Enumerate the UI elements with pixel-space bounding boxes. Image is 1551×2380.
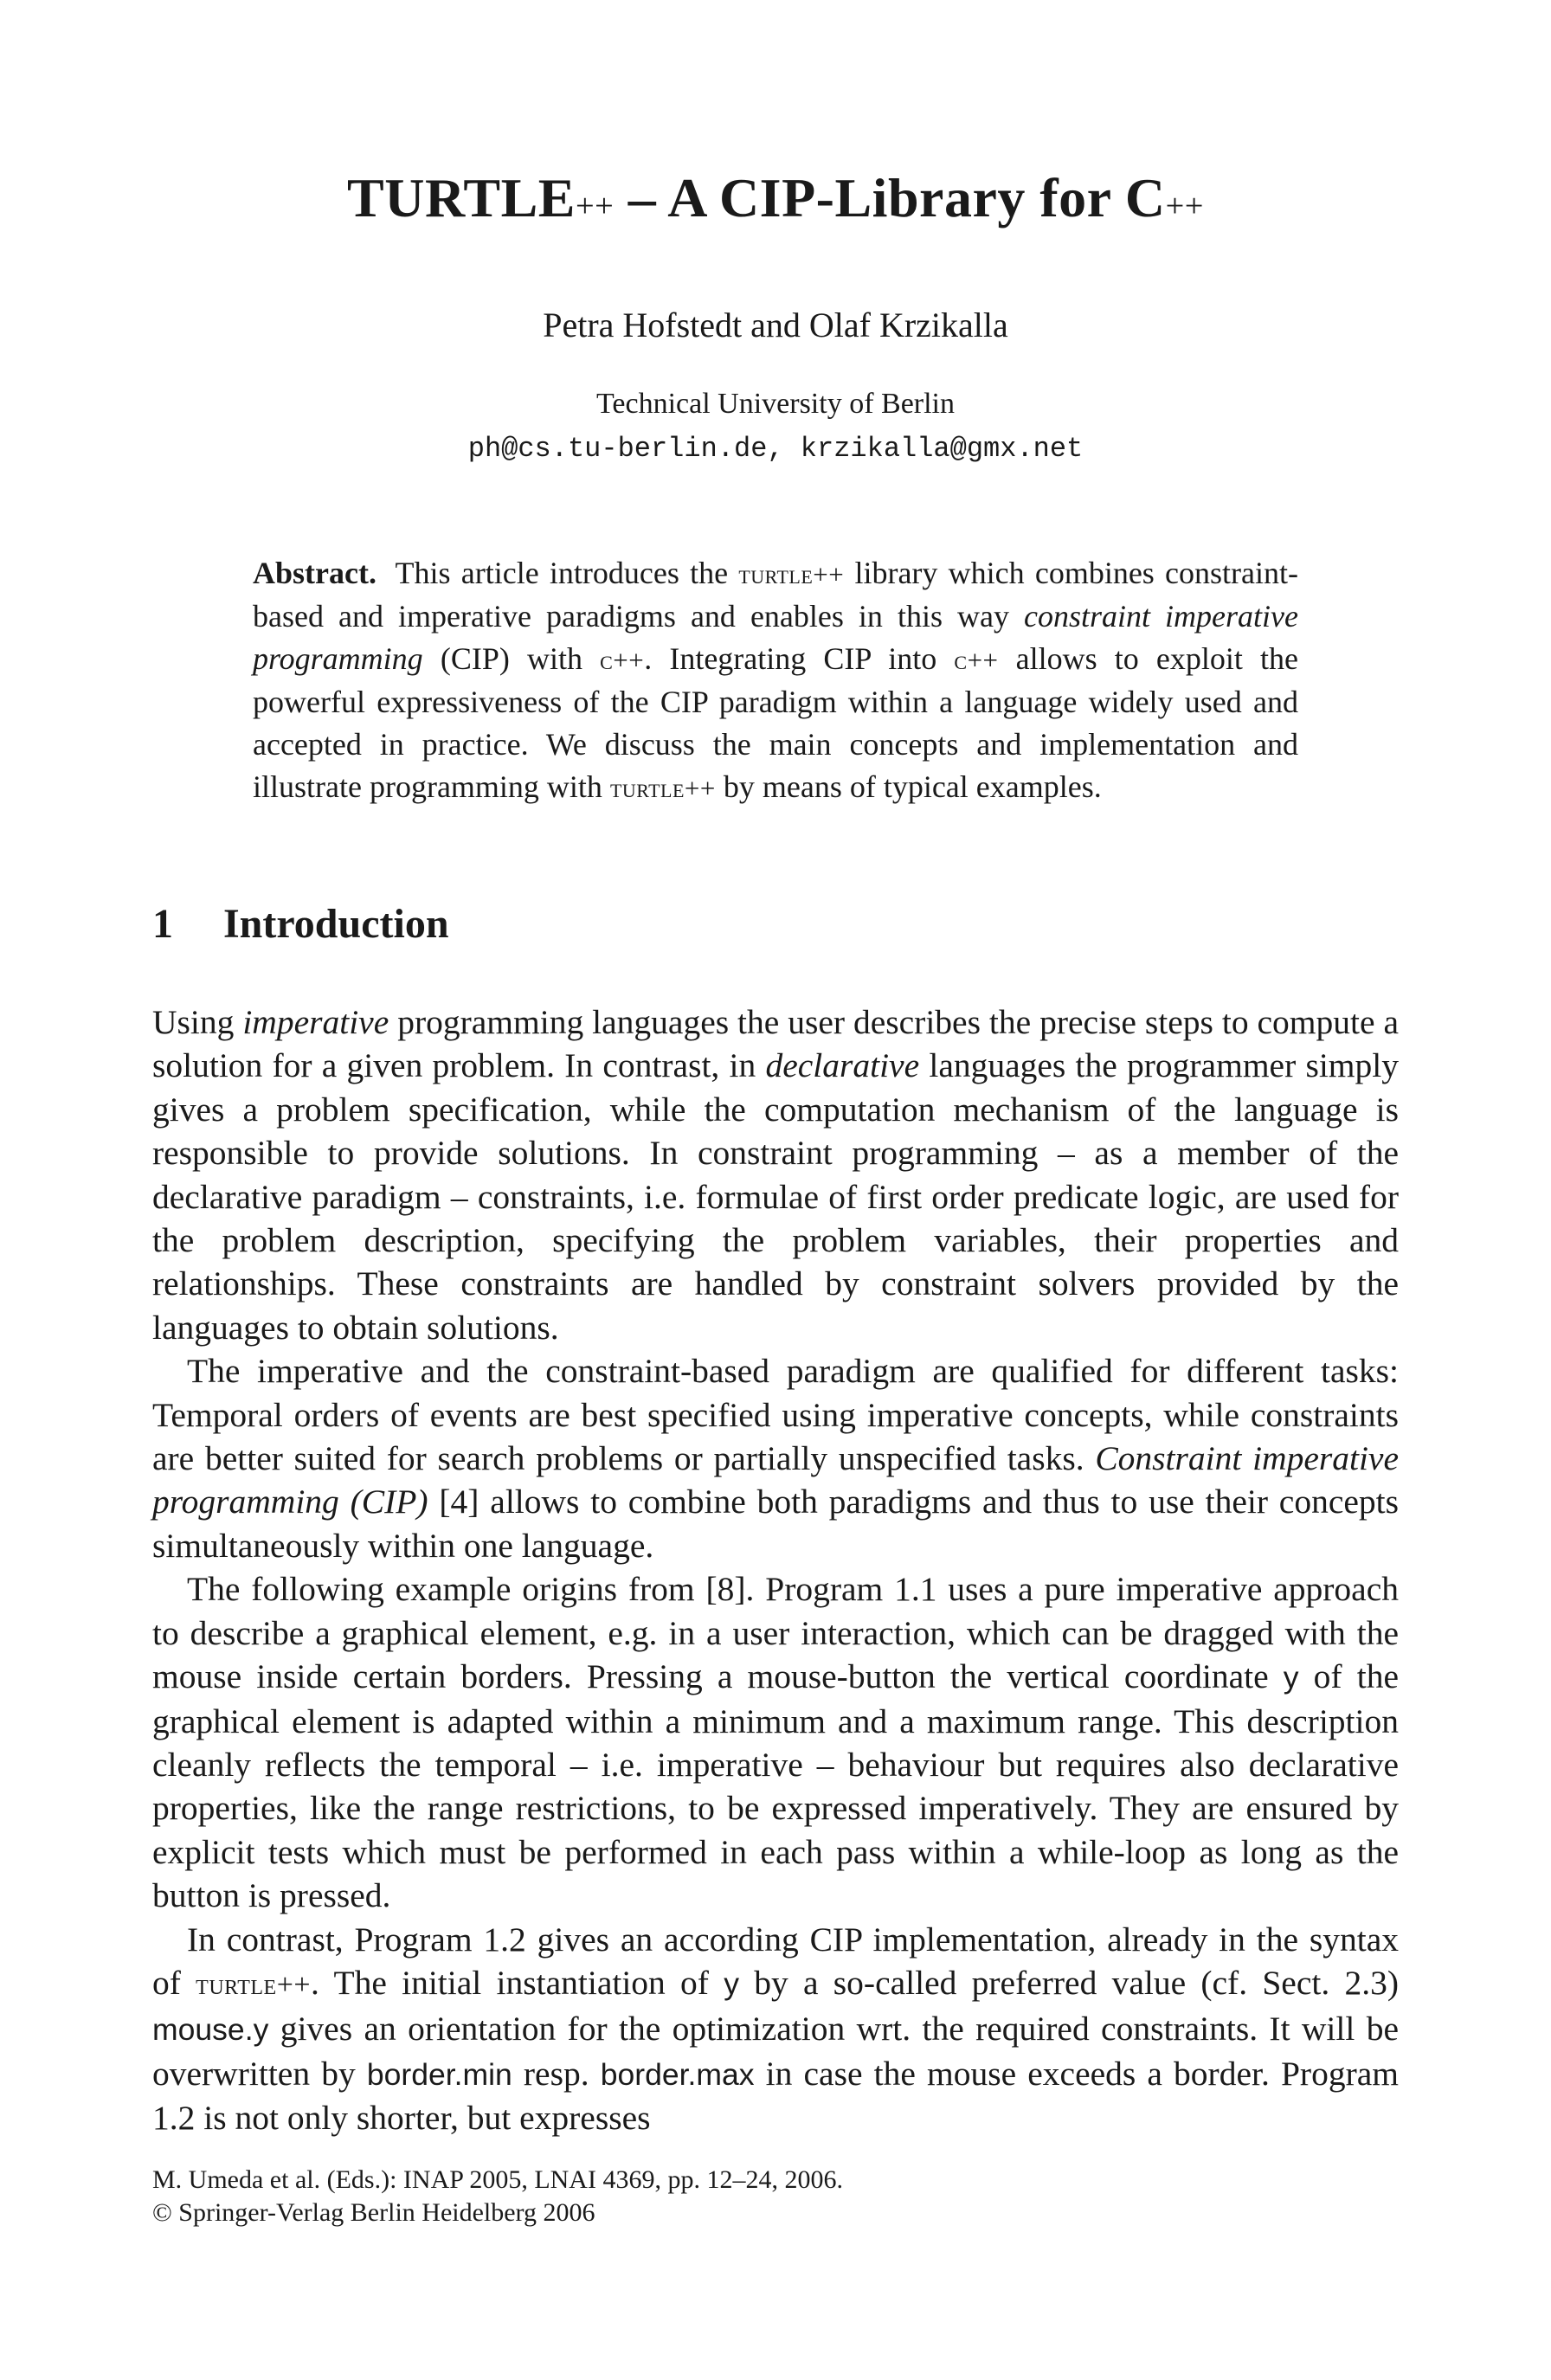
paragraph-1 bbox=[152, 1000, 1399, 1349]
p2-emphasis-cip: Constraint imperative programming (CIP) bbox=[152, 1439, 1400, 1521]
p1-text-2: programming languages the user describes the precise steps to compute a solution for a given problem. In contrast, in bbox=[152, 1003, 1400, 1085]
abstract-cpp-1: c++ bbox=[600, 645, 645, 675]
paper-title bbox=[0, 166, 1551, 230]
paragraph-3 bbox=[152, 1567, 1399, 1917]
body-text bbox=[152, 1000, 1399, 2140]
abstract-emphasis: constraint imperative programming bbox=[253, 599, 1298, 676]
p3-text-1: The following example origins from [8]. Program 1.1 uses a pure imperative approach to describe a graphical element, e.g. in a user interaction, which can be dragged with the mouse inside certain borders. Pressing a mouse-button the vertical coordinate bbox=[152, 1570, 1399, 1696]
p4-text-3: by a so-called preferred value (cf. Sect. 2.3) bbox=[739, 1963, 1400, 2002]
abstract-text-3: (CIP) with bbox=[422, 641, 601, 676]
abstract-cpp-2: c++ bbox=[954, 645, 999, 675]
abstract-text-5: allows to exploit the powerful expressiveness of the CIP paradigm within a language widely used and accepted in practice. We discuss the main concepts and implementation and illustrate programming with bbox=[253, 641, 1298, 804]
section-title: Introduction bbox=[223, 901, 449, 947]
p4-text-4: gives an orientation for the optimization wrt. the required constraints. It will be overwritten by bbox=[152, 2010, 1399, 2093]
p4-text-2: . The initial instantiation of bbox=[311, 1963, 724, 2002]
footer-copyright: © Springer-Verlag Berlin Heidelberg 2006 bbox=[152, 2198, 595, 2227]
title-part-3: – A CIP-Library for C bbox=[614, 167, 1166, 228]
p4-code-y: y bbox=[724, 1965, 739, 2001]
p4-code-border-min: border.min bbox=[366, 2056, 512, 2092]
p4-code-border-max: border.max bbox=[600, 2056, 755, 2092]
title-plus-plus-2: ++ bbox=[1165, 188, 1204, 224]
title-part-1: TURTLE bbox=[347, 167, 576, 228]
p3-code-y: y bbox=[1283, 1660, 1299, 1695]
author-emails: ph@cs.tu-berlin.de, krzikalla@gmx.net bbox=[467, 433, 1084, 465]
paragraph-4 bbox=[152, 1918, 1399, 2140]
section-heading bbox=[152, 900, 449, 948]
abstract bbox=[253, 552, 1298, 809]
p2-text-1: The imperative and the constraint-based paradigm are qualified for different tasks: Temporal orders of events are best specified using imperative concepts, while constraints are better suited for search problems or partially unspecified tasks. bbox=[152, 1352, 1399, 1478]
p1-emphasis-declarative: declarative bbox=[765, 1046, 920, 1085]
abstract-library-name-1: turtle++ bbox=[738, 559, 845, 589]
section-number: 1 bbox=[152, 901, 173, 947]
abstract-label: Abstract. bbox=[253, 556, 376, 590]
footer-citation: M. Umeda et al. (Eds.): INAP 2005, LNAI 4369, pp. 12–24, 2006. bbox=[152, 2165, 843, 2194]
author-names: Petra Hofstedt and Olaf Krzikalla bbox=[543, 306, 1008, 344]
p3-text-2: of the graphical element is adapted within a minimum and a maximum range. This description cleanly reflects the temporal – i.e. imperative – behaviour but requires also declarative properties, like the range restrictions, to be expressed imperatively. They are ensured by explicit tests which must be performed in each pass within a while-loop as long as the button is pressed. bbox=[152, 1657, 1399, 1915]
abstract-text-2: library which combines constraint-based and imperative paradigms and enables in this way bbox=[253, 556, 1298, 634]
p4-text-1: In contrast, Program 1.2 gives an according CIP implementation, already in the syntax of bbox=[152, 1920, 1399, 2002]
page-footer bbox=[152, 2164, 1399, 2229]
abstract-library-name-2: turtle++ bbox=[609, 773, 716, 803]
abstract-text-1: This article introduces the bbox=[384, 556, 739, 590]
abstract-text-6: by means of typical examples. bbox=[715, 769, 1102, 804]
p1-text-1: Using bbox=[152, 1003, 243, 1041]
p1-emphasis-imperative: imperative bbox=[242, 1003, 389, 1041]
p4-code-mouse-y: mouse.y bbox=[152, 2012, 269, 2048]
paragraph-2 bbox=[152, 1349, 1399, 1567]
p4-text-6: in case the mouse exceeds a border. Program 1.2 is not only shorter, but expresses bbox=[152, 2054, 1399, 2138]
p1-text-3: languages the programmer simply gives a problem specification, while the computation mechanism of the language is responsible to provide solutions. In constraint programming – as a member of the declarative paradigm – constraints, i.e. formulae of first order predicate logic, are used for the problem description, specifying the problem variables, their properties and relationships. These constraints are handled by constraint solvers provided by the languages to obtain solutions. bbox=[152, 1046, 1399, 1347]
p4-text-5: resp. bbox=[512, 2054, 601, 2093]
p4-library-name: turtle++ bbox=[196, 1968, 312, 2001]
p2-text-2: [4] allows to combine both paradigms and thus to use their concepts simultaneously within one language. bbox=[152, 1483, 1399, 1565]
title-plus-plus-1: ++ bbox=[575, 188, 615, 224]
abstract-text-4: . Integrating CIP into bbox=[644, 641, 955, 676]
affiliation: Technical University of Berlin bbox=[596, 388, 955, 420]
